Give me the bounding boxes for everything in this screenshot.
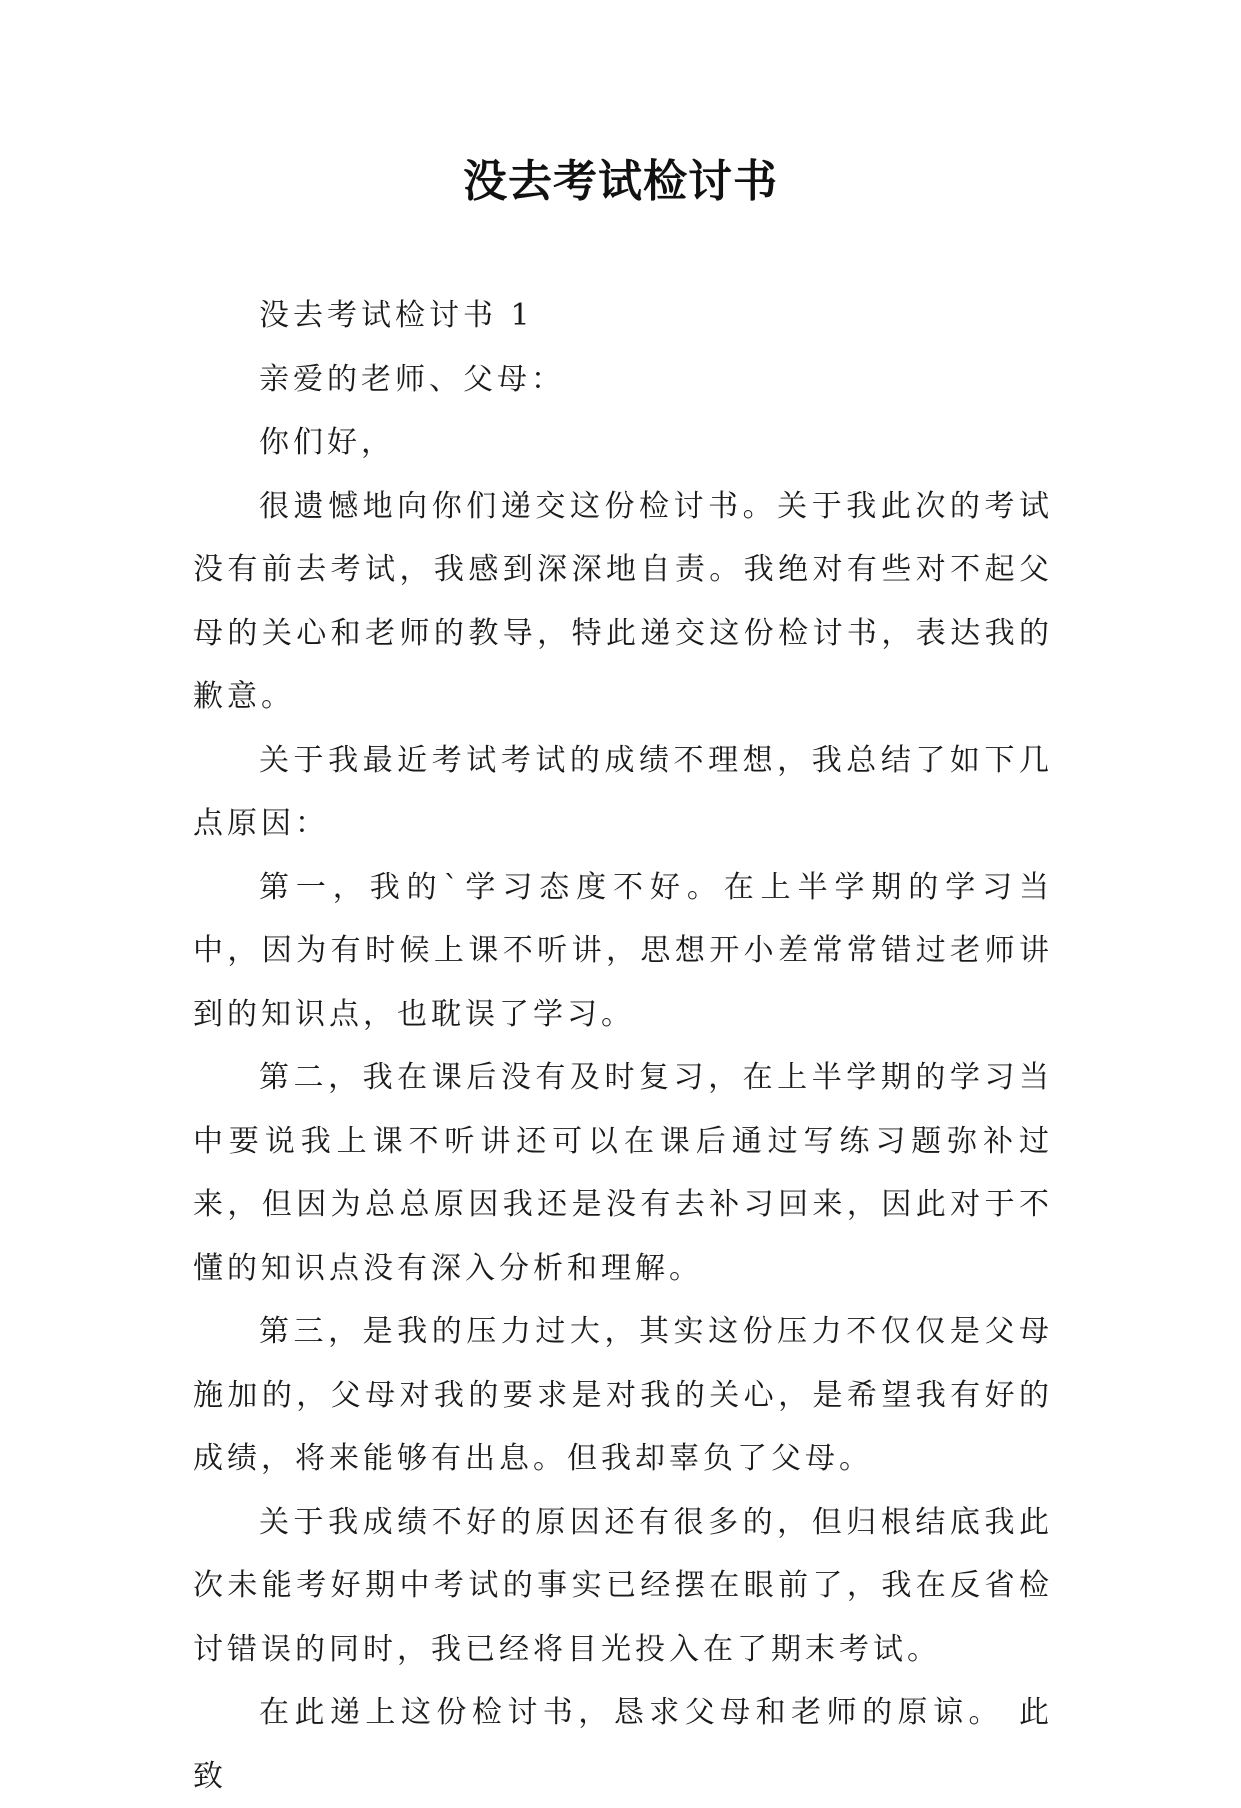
greeting: 你们好，: [259, 425, 395, 460]
salutation: 亲爱的老师、父母：: [259, 361, 565, 397]
paragraph-reason-second: 第二，我在课后没有及时复习，在上半学期的学习当中要说我上课不听讲还可以在课后通过写练习题弥补过来，但因为总总原因我还是没有去补习回来，因此对于不懂的知识点没有深入分析和理解。: [193, 1060, 1053, 1286]
paragraph-reasons-intro: 关于我最近考试考试的成绩不理想，我总结了如下几点原因：: [193, 742, 1053, 841]
document-body: [193, 284, 1053, 1808]
paragraph-apology: 很遗憾地向你们递交这份检讨书。关于我此次的考试没有前去考试，我感到深深地自责。我绝对有些对不起父母的关心和老师的教导，特此递交这份检讨书，表达我的歉意。: [193, 488, 1053, 714]
paragraph-closing: 在此递上这份检讨书，恳求父母和老师的原谅。 此致: [193, 1695, 1053, 1794]
paragraph-reason-third: 第三，是我的压力过大，其实这份压力不仅仅是父母施加的，父母对我的要求是对我的关心，是希望我有好的成绩，将来能够有出息。但我却辜负了父母。: [193, 1314, 1053, 1476]
paragraph-conclusion: 关于我成绩不好的原因还有很多的，但归根结底我此次未能考好期中考试的事实已经摆在眼前了，我在反省检讨错误的同时，我已经将目光投入在了期末考试。: [193, 1504, 1053, 1667]
section-heading: 没去考试检讨书 1: [259, 298, 534, 333]
paragraph-reason-first: 第一，我的`学习态度不好。在上半学期的学习当中，因为有时候上课不听讲，思想开小差常常错过老师讲到的知识点，也耽误了学习。: [193, 869, 1053, 1032]
document-title: 没去考试检讨书: [463, 156, 778, 207]
